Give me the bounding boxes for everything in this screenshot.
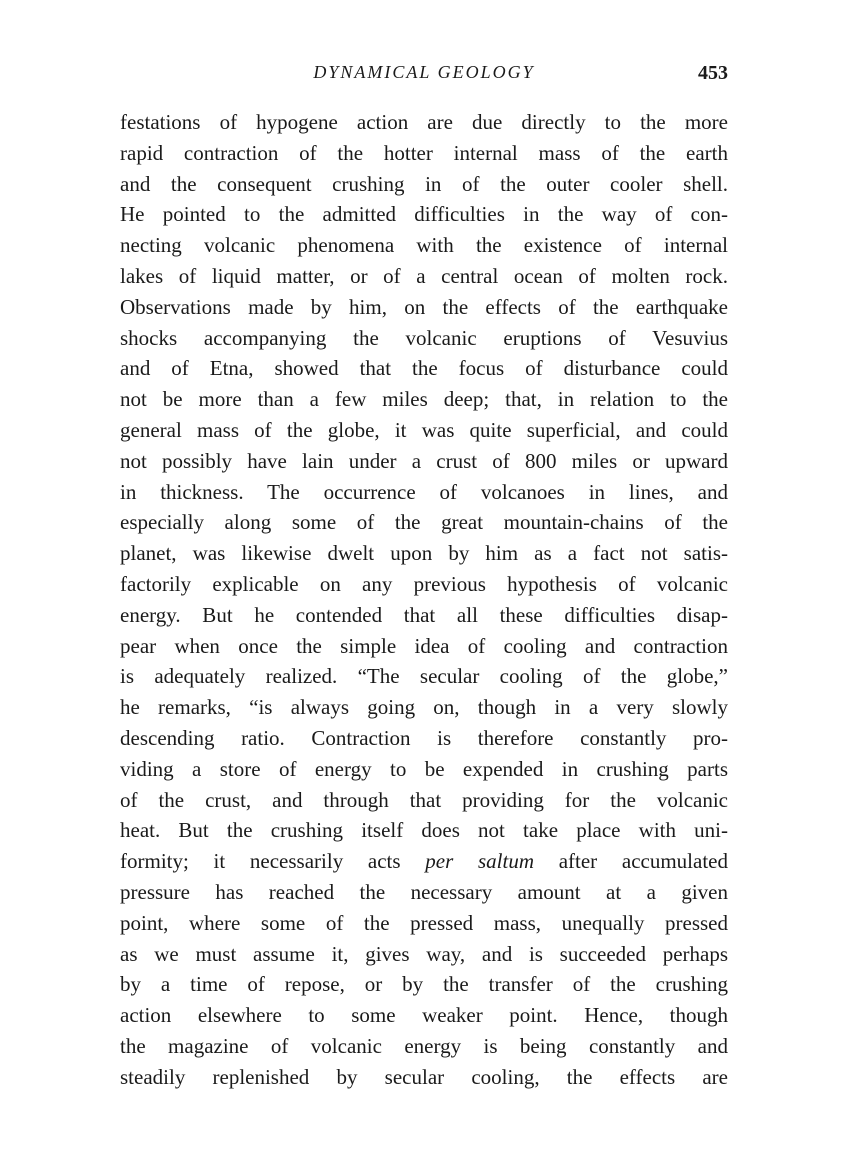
text-line-with-italic [120, 846, 728, 877]
text-line: point, where some of the pressed mass, unequally pressed [120, 910, 728, 935]
text-line: especially along some of the great mountain-chains of the [120, 510, 728, 535]
text-line: he remarks, “is always going on, though in a very slowly [120, 695, 728, 720]
text-line: not be more than a few miles deep; that, in relation to the [120, 387, 728, 412]
italic-phrase: per saltum [425, 849, 534, 874]
text-line: steadily replenished by secular cooling, the effects are [120, 1064, 728, 1089]
text-line: factorily explicable on any previous hypothesis of volcanic [120, 571, 728, 596]
page-number: 453 [698, 62, 728, 84]
text-line: in thickness. The occurrence of volcanoes in lines, and [120, 479, 728, 504]
text-line: shocks accompanying the volcanic eruptions of Vesuvius [120, 325, 728, 350]
text-line: viding a store of energy to be expended in crushing parts [120, 756, 728, 781]
text-line: Observations made by him, on the effects of the earthquake [120, 294, 728, 319]
text-line: by a time of repose, or by the transfer of the crushing [120, 972, 728, 997]
text-line: necting volcanic phenomena with the existence of internal [120, 233, 728, 258]
text-line: not possibly have lain under a crust of 800 miles or upward [120, 448, 728, 473]
running-title: DYNAMICAL GEOLOGY [313, 62, 535, 82]
text-line: and the consequent crushing in of the outer cooler shell. [120, 171, 728, 196]
body-text [120, 107, 728, 1093]
text-line: energy. But he contended that all these difficulties disap- [120, 602, 728, 627]
text-line: general mass of the globe, it was quite superficial, and could [120, 417, 728, 442]
line-text-before: formity; it necessarily acts [120, 849, 426, 874]
text-line: festations of hypogene action are due directly to the more [120, 110, 728, 134]
text-line: action elsewhere to some weaker point. Hence, though [120, 1003, 728, 1028]
running-head [120, 62, 728, 90]
text-line: descending ratio. Contraction is therefore constantly pro- [120, 725, 728, 750]
text-line: He pointed to the admitted difficulties in the way of con- [120, 202, 728, 227]
text-line: is adequately realized. “The secular cooling of the globe,” [120, 664, 728, 689]
text-line: pear when once the simple idea of cooling and contraction [120, 633, 728, 658]
text-line: as we must assume it, gives way, and is succeeded perhaps [120, 941, 728, 966]
text-line: heat. But the crushing itself does not take place with uni- [120, 818, 728, 843]
text-line: and of Etna, showed that the focus of disturbance could [120, 356, 728, 381]
line-text-after: after accumulated [534, 849, 728, 874]
text-line: planet, was likewise dwelt upon by him as a fact not satis- [120, 541, 728, 566]
text-line: the magazine of volcanic energy is being constantly and [120, 1033, 728, 1058]
text-line: of the crust, and through that providing for the volcanic [120, 787, 728, 812]
text-line: pressure has reached the necessary amount at a given [120, 879, 728, 904]
text-line: lakes of liquid matter, or of a central ocean of molten rock. [120, 263, 728, 288]
text-line: rapid contraction of the hotter internal mass of the earth [120, 140, 728, 165]
